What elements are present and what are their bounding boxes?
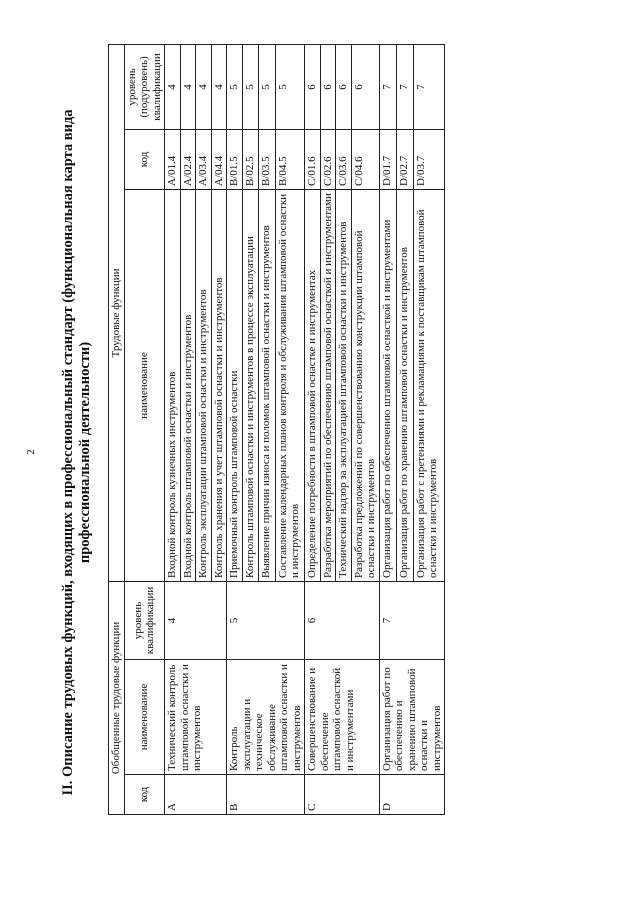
group-level: 7: [379, 581, 445, 659]
function-name: Контроль хранения и учет штамповой оснастки и инструментов: [211, 189, 227, 581]
title-line-1: II. Описание трудовых функций, входящих в профессиональный стандарт (функциональная карта вида: [60, 109, 76, 796]
function-name: Разработка предложений по совершенствованию конструкции штамповой оснастки и инструментов: [351, 189, 379, 581]
function-code: A/04.4: [211, 129, 227, 189]
function-level: 6: [320, 44, 336, 129]
group-name: Совершенствование и обеспечение штамповой оснасткой и инструментами: [305, 660, 380, 775]
function-name: Выявление причин износа и поломок штамповой оснастки и инструментов: [259, 189, 275, 581]
function-code: B/04.5: [275, 129, 304, 189]
function-level: 5: [243, 44, 259, 129]
group-name: Технический контроль штамповой оснастки и инструментов: [165, 660, 227, 775]
function-code: D/03.7: [413, 129, 444, 189]
function-name: Определение потребности в штамповой оснастке и инструментах: [305, 189, 321, 581]
group-code: A: [165, 775, 227, 815]
function-name: Контроль штамповой оснастки и инструментов в процессе эксплуатации: [243, 189, 259, 581]
header-function-level: уровень (подуровень) квалификации: [124, 44, 165, 129]
table-row: [379, 44, 396, 814]
function-level: 6: [336, 44, 352, 129]
header-level: уровень квалификации: [124, 581, 165, 659]
header-labor: Трудовые функции: [109, 44, 125, 581]
header-name: наименование: [124, 660, 165, 775]
group-code: D: [379, 775, 445, 815]
function-level: 7: [413, 44, 444, 129]
group-level: 5: [227, 581, 305, 659]
function-code: C/01.6: [305, 129, 321, 189]
section-title: [60, 60, 94, 845]
function-code: B/02.5: [243, 129, 259, 189]
function-code: C/02.6: [320, 129, 336, 189]
function-level: 4: [180, 44, 196, 129]
function-name: Входной контроль штамповой оснастки и инструментов: [180, 189, 196, 581]
function-level: 6: [305, 44, 321, 129]
function-level: 5: [259, 44, 275, 129]
function-name: Организация работ по обеспечению штамповой оснасткой и инструментами: [379, 189, 396, 581]
function-level: 5: [275, 44, 304, 129]
function-level: 4: [196, 44, 212, 129]
function-name: Приемочный контроль штамповой оснастки: [227, 189, 243, 581]
page-number: 2: [24, 449, 37, 455]
group-level: 4: [165, 581, 227, 659]
title-line-2: профессиональной деятельности): [77, 341, 93, 564]
group-code: C: [305, 775, 380, 815]
table-row: [165, 44, 181, 814]
function-code: A/01.4: [165, 129, 181, 189]
header-generalized: Обобщенные трудовые функции: [109, 581, 125, 814]
function-name: Контроль эксплуатации штамповой оснастки и инструментов: [196, 189, 212, 581]
function-level: 6: [351, 44, 379, 129]
function-name: Разработка мероприятий по обеспечению штамповой оснасткой и инструментами: [320, 189, 336, 581]
function-name: Технический надзор за эксплуатацией штамповой оснастки и инструментов: [336, 189, 352, 581]
header-function-code: код: [124, 129, 165, 189]
function-code: D/01.7: [379, 129, 396, 189]
function-code: B/01.5: [227, 129, 243, 189]
header-code: код: [124, 775, 165, 815]
function-level: 4: [211, 44, 227, 129]
function-name: Составление календарных планов контроля и обслуживания штамповой оснастки и инструментов: [275, 189, 304, 581]
group-name: Организация работ по обеспечению и хранению штамповой оснастки и инструментов: [379, 660, 445, 775]
function-code: C/03.6: [336, 129, 352, 189]
function-code: B/03.5: [259, 129, 275, 189]
group-level: 6: [305, 581, 380, 659]
function-name: Организация работ с претензиями и рекламациями к поставщикам штамповой оснастки и инструментов: [413, 189, 444, 581]
functional-map-table: [108, 44, 445, 815]
function-level: 7: [396, 44, 413, 129]
header-function-name: наименование: [124, 189, 165, 581]
function-name: Входной контроль кузнечных инструментов: [165, 189, 181, 581]
function-code: A/02.4: [180, 129, 196, 189]
function-name: Организация работ по хранению штамповой оснастки и инструментов: [396, 189, 413, 581]
group-name: Контроль эксплуатации и техническое обслуживание штамповой оснастки и инструментов: [227, 660, 305, 775]
function-code: C/04.6: [351, 129, 379, 189]
function-code: A/03.4: [196, 129, 212, 189]
function-code: D/02.7: [396, 129, 413, 189]
function-level: 4: [165, 44, 181, 129]
function-level: 7: [379, 44, 396, 129]
function-level: 5: [227, 44, 243, 129]
table-row: [305, 44, 321, 814]
table-row: [227, 44, 243, 814]
group-code: B: [227, 775, 305, 815]
